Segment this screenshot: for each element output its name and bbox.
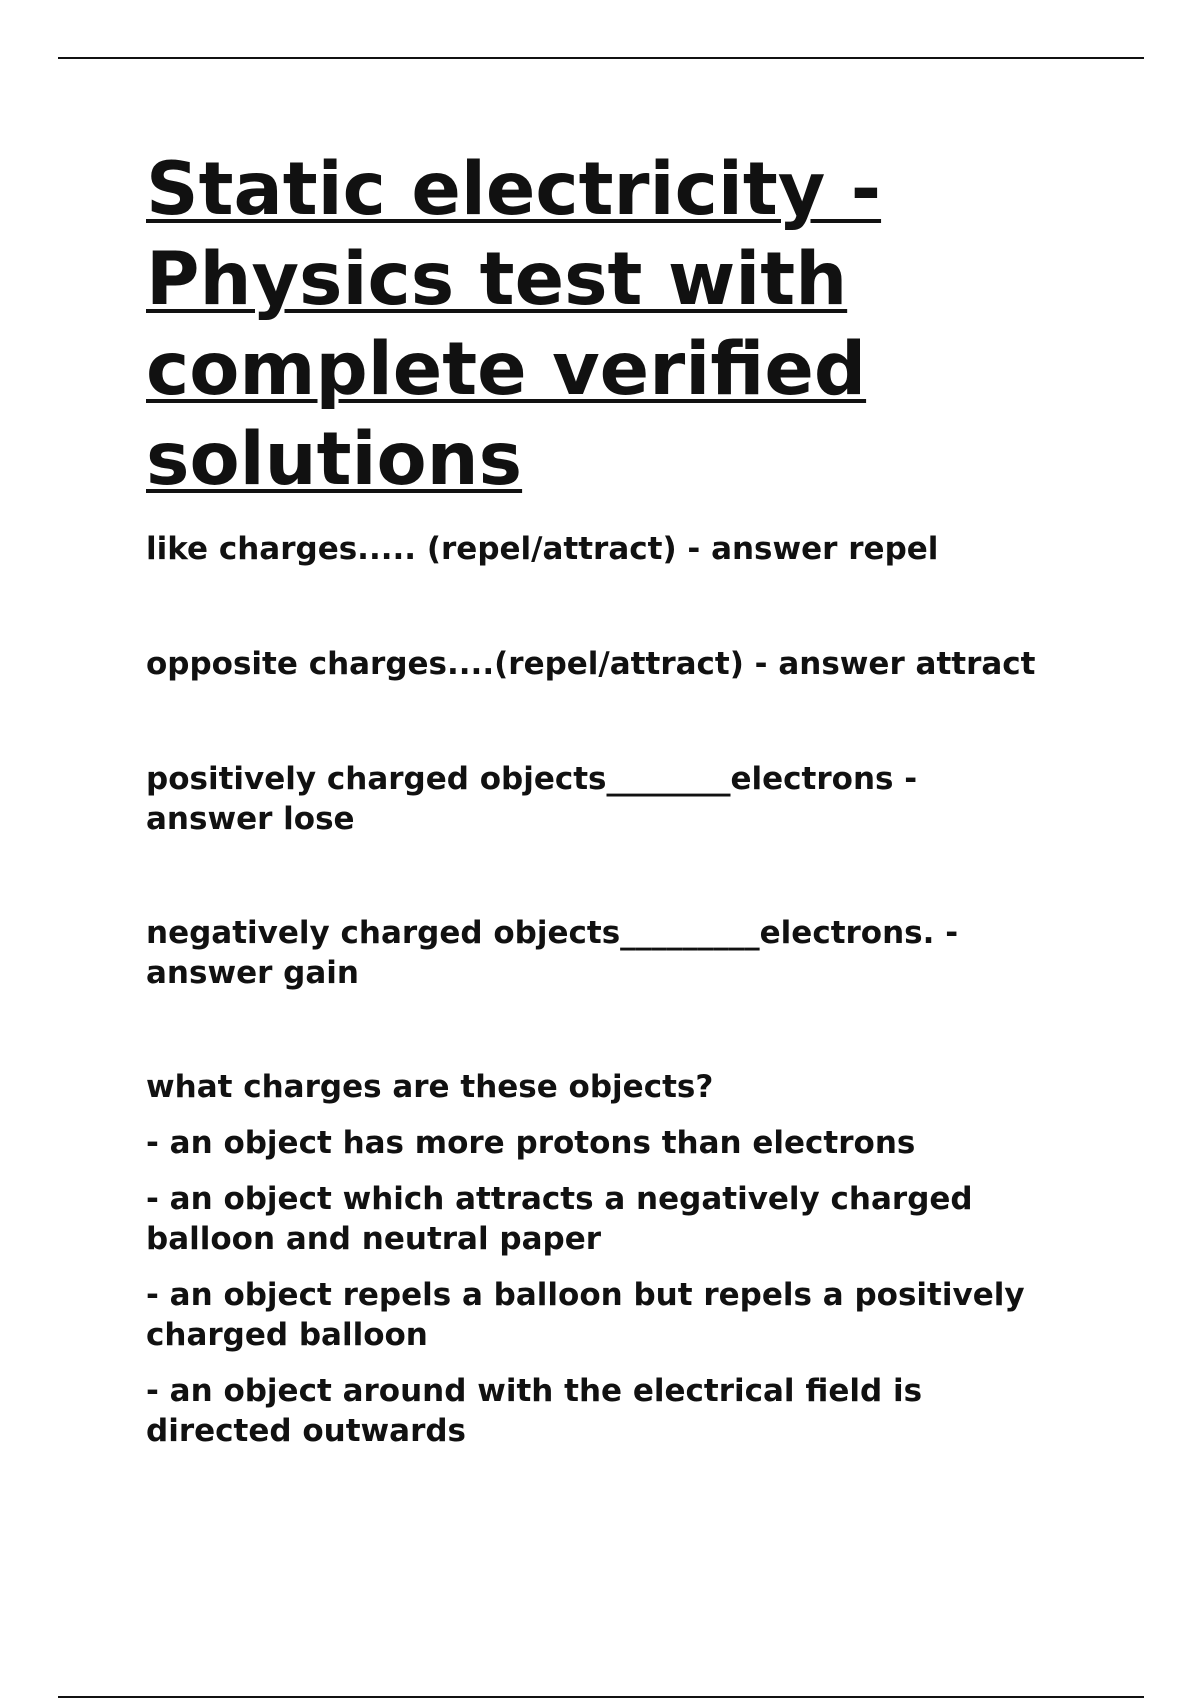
list-item: - an object around with the electrical field is directed outwards: [146, 1373, 923, 1449]
question-item: opposite charges....(repel/attract) - answer attract: [146, 646, 1036, 682]
final-question: what charges are these objects?: [146, 1069, 714, 1105]
list-item: - an object has more protons than electrons: [146, 1125, 916, 1161]
question-item: negatively charged objects_________electrons. - answer gain: [146, 915, 959, 991]
document-body: [146, 145, 1106, 1451]
list-item: - an object which attracts a negatively charged balloon and neutral paper: [146, 1181, 973, 1257]
bottom-divider: [58, 1696, 1144, 1698]
top-divider: [58, 57, 1144, 59]
page-title: Static electricity - Physics test with complete verified solutions: [146, 147, 882, 502]
question-item: positively charged objects________electrons - answer lose: [146, 761, 918, 837]
final-question-list: [146, 1123, 1106, 1451]
list-item: - an object repels a balloon but repels a positively charged balloon: [146, 1277, 1025, 1353]
question-item: like charges..... (repel/attract) - answer repel: [146, 531, 939, 567]
